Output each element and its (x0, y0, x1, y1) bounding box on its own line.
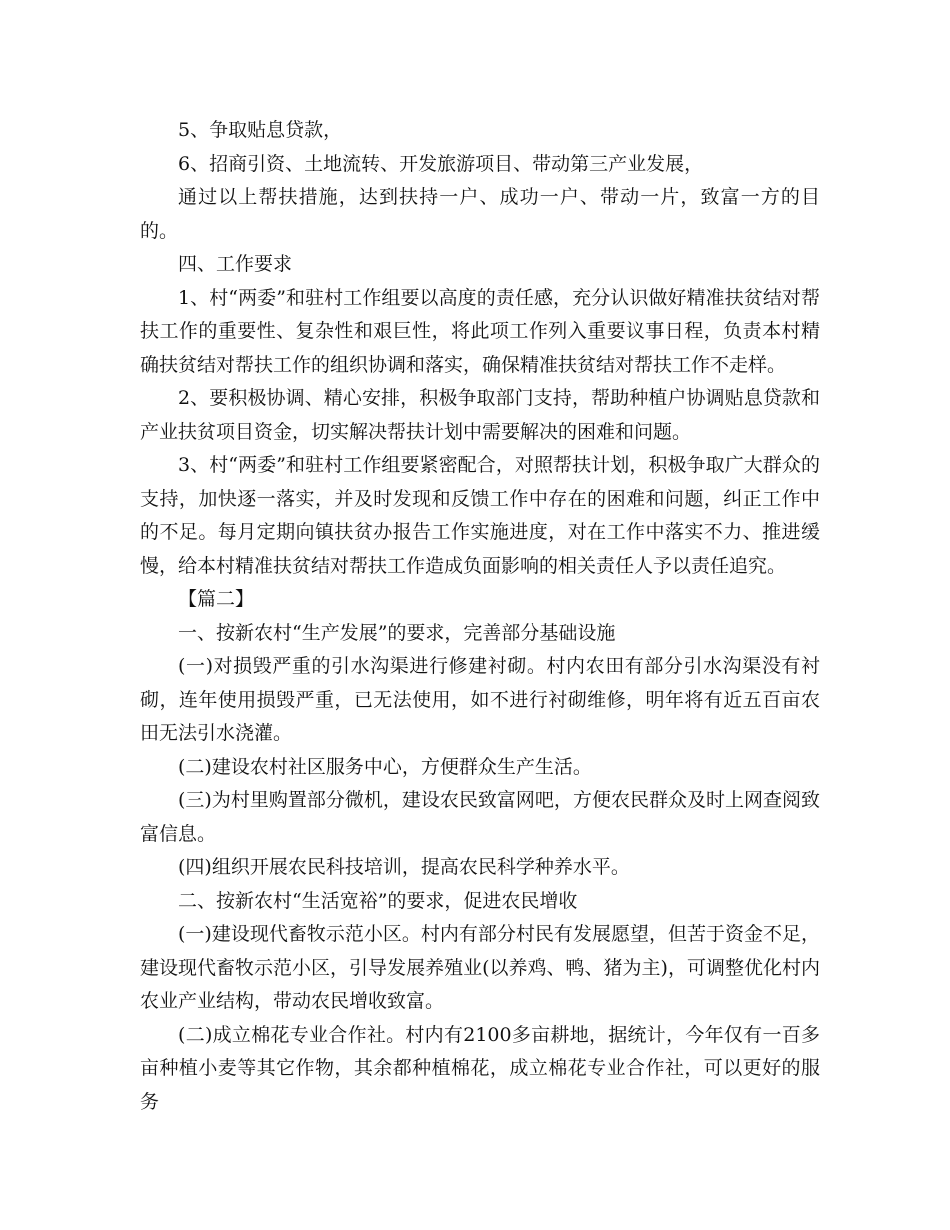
section-heading-production: 一、按新农村“生产发展”的要求，完善部分基础设施 (178, 621, 616, 644)
section-heading-work-requirements: 四、工作要求 (178, 253, 293, 275)
paragraph-requirement-3: 3、村“两委”和驻村工作组要紧密配合，对照帮扶计划，积极争取广大群众的支持，加快逐一落实，并及时发现和反馈工作中存在的困难和问题，纠正工作中的不足。每月定期向镇扶贫办报告工作实施进度，对在工作中落实不力、推进缓慢，给本村精准扶贫结对帮扶工作造成负面影响的相关责任人予以责任追究。 (140, 454, 820, 577)
section-heading-part-two: 【篇二】 (178, 588, 255, 610)
paragraph-production-4: (四)组织开展农民科技培训，提高农民科学种养水平。 (178, 856, 630, 878)
section-heading-livelihood: 二、按新农村“生活宽裕”的要求，促进农民增收 (178, 889, 578, 912)
paragraph-item-6: 6、招商引资、土地流转、开发旅游项目、带动第三产业发展， (178, 152, 704, 175)
paragraph-production-2: (二)建设农村社区服务中心，方便群众生产生活。 (178, 755, 592, 778)
paragraph-production-1: (一)对损毁严重的引水沟渠进行修建衬砌。村内农田有部分引水沟渠没有衬砌，连年使用损毁严重，已无法使用，如不进行衬砌维修，明年将有近五百亩农田无法引水浇灌。 (140, 655, 820, 744)
paragraph-item-5: 5、争取贴息贷款， (178, 119, 343, 141)
paragraph-requirement-2: 2、要积极协调、精心安排，积极争取部门支持，帮助种植户协调贴息贷款和产业扶贫项目资金，切实解决帮扶计划中需要解决的困难和问题。 (140, 387, 820, 443)
paragraph-production-3: (三)为村里购置部分微机，建设农民致富网吧，方便农民群众及时上网查阅致富信息。 (140, 789, 820, 845)
document-body (140, 114, 820, 1119)
paragraph-livelihood-1: (一)建设现代畜牧示范小区。村内有部分村民有发展愿望，但苦于资金不足，建设现代畜牧示范小区，引导发展养殖业(以养鸡、鸭、猪为主)，可调整优化村内农业产业结构，带动农民增收致富。 (140, 923, 820, 1012)
paragraph-requirement-1: 1、村“两委”和驻村工作组要以高度的责任感，充分认识做好精准扶贫结对帮扶工作的重要性、复杂性和艰巨性，将此项工作列入重要议事日程，负责本村精确扶贫结对帮扶工作的组织协调和落实，确保精准扶贫结对帮扶工作不走样。 (140, 286, 820, 376)
paragraph-livelihood-2: (二)成立棉花专业合作社。村内有2100多亩耕地，据统计，今年仅有一百多亩种植小麦等其它作物，其余都种植棉花，成立棉花专业合作社，可以更好的服务 (140, 1023, 820, 1113)
paragraph-summary: 通过以上帮扶措施，达到扶持一户、成功一户、带动一片，致富一方的目的。 (140, 186, 820, 242)
